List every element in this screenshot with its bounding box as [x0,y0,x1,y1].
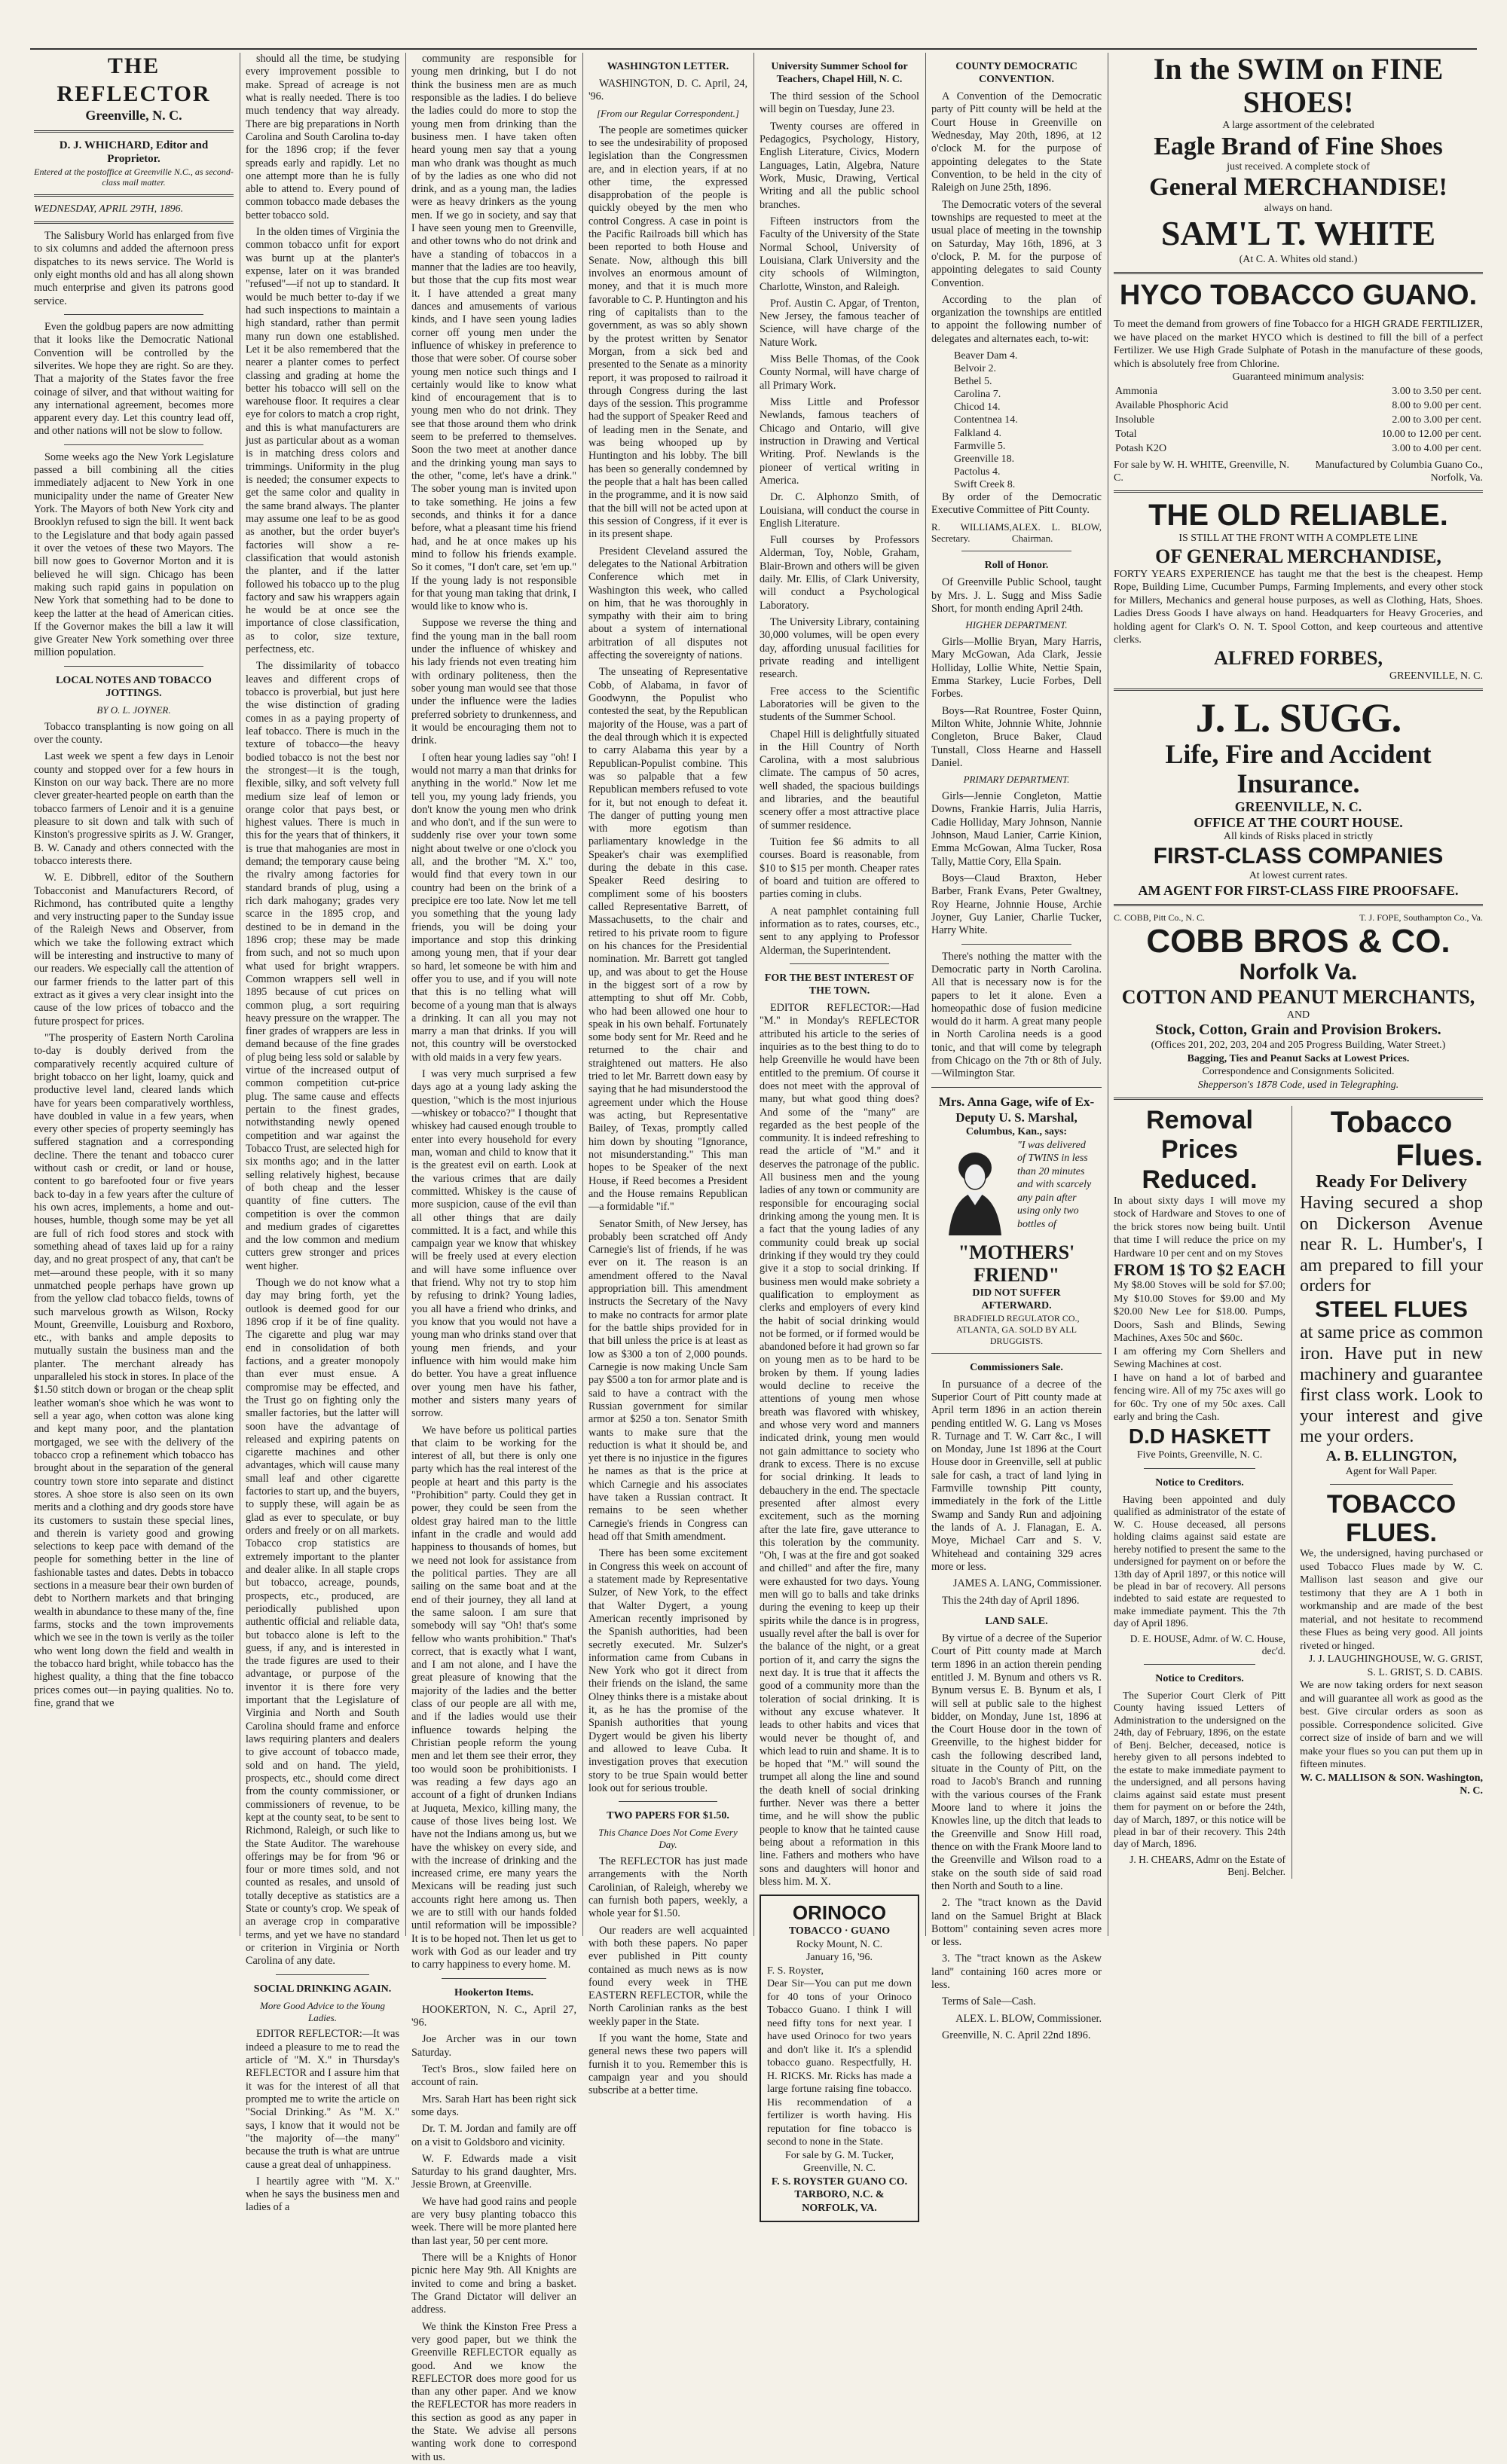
analysis-value: 10.00 to 12.00 per cent. [1381,428,1481,440]
township-item: Carolina 7. [954,389,1001,401]
orinoco-sale: For sale by G. M. Tucker, Greenville, N. C. [784,2149,894,2175]
article-paragraph: President Cleveland assured the delegates to the National Arbitration Conference which met in Washington this week, who called on him, that he was thoroughly in sympathy with their aim to bring about a system of international arbitration of all disputes not affecting the sovereignty of nations. [588,545,747,662]
ad-headline: COBB BROS & CO. [1146,923,1450,960]
township-item: Chicod 14. [954,402,1001,414]
township-item: Farmville 5. [954,440,1006,452]
ad-text: I am offering my Corn Shellers and Sewing Machines at cost. [1114,1345,1286,1371]
article-paragraph: HOOKERTON, N. C., April 27, '96. [411,2003,576,2029]
article-paragraph: Prof. Austin C. Apgar, of Trenton, New Jersey, the famous teacher of Science, will have charge of the Nature Work. [760,297,919,349]
ad-heading: Mrs. Anna Gage, wife of Ex- [938,1094,1095,1109]
ad-text: All kinds of Risks placed in strictly [1223,831,1374,843]
ad-merchant: ALFRED FORBES, [1214,646,1383,669]
article-paragraph: The unseating of Representative Cobb, of Alabama, in favor of Goodwynn, the Populist who contested the seat, by the Republican majority of the House, was a part of the deal through which it is expected to carry Alabama this year by a Republican-Populist combine. This was so palpable that a few Republican members refused to vote for it, but not enough to defeat it. The danger of putting young men with more egotism than parliamentary knowledge in the Speaker's chair was exemplified during the debate in this case. Speaker Reed desiring to compliment some of his boosters called Representative Barrett, of Massachusetts, to the chair and retired to his private room to figure on his chances for the Presidential nomination. Mr. Barrett got tangled up, and was about to get the House in the biggest sort of a row by attempting to shut off Mr. Cobb, who had been allowed one hour to speak in his own behalf. Fortunately some body sent for Mr. Reed and he returned to the chair and straightened out matters. He also tried to let Mr. Barrett down easy by saying that he had misunderstood the agreement under which the House was acting, but Representative Bailey, of Texas, promptly called him down by shouting "Ignorance, not misunderstanding." This man hopes to be Speaker of the next House, if Reed becomes a President and the House remains Republican—a formidable "if." [588,666,747,1214]
cobb-bros-advertisement [1114,912,1483,1092]
article-paragraph: By virtue of a decree of the Superior Court of Pitt county made at March term 1896 in an action therein pending entitled J. M. Bynum and others vs R. Bynum versus E. B. Bynum et als, I will sell at public sale to the highest bidder, on Monday, June 1st, 1896 at the Court House door in the town of Greenville, to the highest bidder for cash the following described land, situate in the County of Pitt, on the road to Jacob's Branch and running with the various courses of the Frank Moore land to where it joins the Knowles line, up the ditch that leads to the Greenville and Snow Hill road, thence on with the Frank Moore land to the Greenville and Wilson road to a stake on the south side of said road then North and South to a line. [931,1632,1102,1892]
orinoco-body: Dear Sir—You can put me down for 40 tons of your Orinoco Tobacco Guano. I think I will need fifty tons for next year. I have used Orinoco for two years and don't like it. It's a splendid tobacco guano. Respectfully, H. H. RICKS. Mr. Ricks has made a large fortune raising fine tobacco. His recommendation of a fertilizer is worth having. His reputation for fine tobacco is second to none in the State. [767,1978,912,2148]
ad-text: At lowest current rates. [1249,870,1348,882]
notice-headline: Notice to Creditors. [1155,1672,1244,1684]
article-paragraph: I was very much surprised a few days ago at a young lady asking the question, "which is the most injurious—whiskey or tobacco?" I thought that whiskey had caused enough trouble to enter into every household for every man, woman and child to know that it is the greatest evil on earth. Look at the various crimes that are daily committed. Whiskey is the cause of more suspicion, cause of the evil than all other things that are daily committed. It is a fact, and while this campaign year we know that whiskey will be freely used at every election and will have some influence over that friend. Why not try to stop him by refusing to drink? Young ladies, you all have a friend who drinks, and you know that you would not have a young man who drinks stand over that young men friends, and your influence with him would make him do better. You have a great influence over young men have his father, mother and sisters many years of sorrow. [411,1068,576,1420]
article-paragraph: Chapel Hill is delightfully situated in the Hill Country of North Carolina, with a most salubrious climate. The campus of 50 acres, well shaded, the spacious buildings and libraries, and the beautiful scenery offer a most attractive place of summer residence. [760,728,919,832]
township-item: Belvoir 2. [954,363,996,375]
ad-text: Bagging, Ties and Peanut Sacks at Lowest Prices. [1187,1052,1410,1064]
ad-headline: FROM 1$ TO $2 EACH [1114,1260,1285,1280]
analysis-label: Insoluble [1115,414,1155,426]
ad-headline: THE OLD RELIABLE. [1148,499,1448,533]
masthead-city: Greenville, N. C. [85,108,182,124]
ad-text: J. J. LAUGHINGHOUSE, W. G. GRIST, S. L. GRIST, S. D. CABIS. [1308,1653,1483,1678]
notice-text: The Superior Court Clerk of Pitt County having issued Letters of Administration to the undersigned on the 24th, day of February, 1896, on the estate of Benj. Belcher, deceased, notice is hereby given to all persons indebted to the estate to make immediate payment to the undersigned, and all persons having claims against said estate must present them for payment on or before the 24th, day of March, 1897, or this notice will be plead in bar of their recovery. This 24th day of March, 1896. [1114,1689,1286,1850]
article-paragraph: We think the Kinston Free Press a very good paper, but we think the Greenville REFLECTOR equally as good. And we know the REFLECTOR does more good for us than any other paper. And we know the REFLECTOR has more readers in this section as good as any paper in the State. We advise all persons wanting work done to correspond with us. [411,2320,576,2463]
ad-text: Correspondence and Consignments Solicited. [1202,1066,1395,1078]
portrait-engraving [937,1145,1013,1235]
ad-headline: HYCO TOBACCO GUANO. [1119,279,1478,312]
ad-text: AND [1286,1009,1310,1021]
article-paragraph: should all the time, be studying every improvement possible to make. Spread of acreage is not what is really needed. There is too much tendency that way already. There are big preparations in North Carolina and South Carolina to-day for the 1896 crop; if the fever spreads early and rapidly. Let no one attempt more than he is fully able to attend to. Every pound of common tobacco made debases the better tobacco sold. [246,53,399,221]
ad-headline: Stock, Cotton, Grain and Provision Brokers. [1155,1021,1441,1039]
ad-text: My $8.00 Stoves will be sold for $7.00; My $10.00 Stoves for $9.00 and My $20.00 New Lee for $18.00. Pumps, Doors, Sash and Blinds, Sewing Machines, Axes 50c and $60c. [1114,1280,1286,1345]
ad-headline: In the SWIM on FINE SHOES! [1153,52,1444,119]
column-6 [931,53,1102,2042]
orinoco-footer: F. S. ROYSTER GUANO CO. TARBORO, N.C. & NORFOLK, VA. [771,2175,908,2214]
article-subhead: More Good Advice to the Young Ladies. [260,1999,385,2023]
ad-headline: General MERCHANDISE! [1149,173,1447,202]
ad-text: For sale by W. H. WHITE, Greenville, N. C. [1114,460,1290,484]
article-paragraph: In pursuance of a decree of the Superior Court of Pitt county made at April term 1896 in an action therein pending entitled W. G. Lang vs Moses R. Turnage and T. W. Carr &c., I will on Monday, June 1st 1896 at the Court House door in Greenville, sell at public sale for cash, a tract of land lying in Farmville township Pitt county, immediately in the fork of the Little Swamp and Sandy Run and adjoining the lands of A. J. Flanagan, E. A. Moye, Michael Carr and S. V. Whitehead and containing 329 acres more or less. [931,1378,1102,1573]
article-byline: BY O. L. JOYNER. [96,704,171,716]
masthead-editor: D. J. WHICHARD, Editor and Proprietor. [59,139,209,166]
hyco-guano-advertisement [1114,280,1483,484]
article-headline: SOCIAL DRINKING AGAIN. [253,1983,392,1995]
article-paragraph: The University Library, containing 30,000 volumes, will be open every day, affording unusual facilities for private reading and intelligent research. [760,616,919,681]
article-paragraph: Full courses by Professors Alderman, Toy, Noble, Graham, Blair-Brown and others will be given daily. Mr. Ellis, of Clark University, will conduct a Psychological Laboratory. [760,534,919,612]
article-paragraph: In the olden times of Virginia the common tobacco unfit for export was burnt up at the planter's expense, later on it was branded "refused"—if not up to standard. It would be much better to-day if we had such inspections to maintain a high standard, rather than permit many run down one established. Let it be also remembered that the nearer a planter comes to perfect classing and grading at home the better his tobacco will sell on the warehouse floor. It requires a clear eye for colors to match a crop right, and this is what manufacturers are just as particular about as a woman is in matching dress colors and trimmings. Uniformity in the plug is needed; the consumer expects to get the same color and quality in the same brand always. The planter may assume one leaf to be as good as another, but the order buyer's factories will show a re-classification that would astonish the planter, and if the latter followed his tobacco up to the plug factory and saw his wrappers again he would be at once see the importance of close classification, as to color, size texture, perfectness, etc. [246,226,399,656]
ad-text: We are now taking orders for next season and will guarantee all work as good as the best. Give circular orders as soon as possible. Correspondence solicited. Give correct size of inside of barn and we will make your flues so you can put them up in fifteen minutes. [1300,1680,1483,1771]
ad-text: GREENVILLE, N. C. [1234,798,1362,814]
analysis-value: 2.00 to 3.00 per cent. [1392,414,1481,426]
column-rule [925,53,926,1936]
ad-text: Shepperson's 1878 Code, used in Telegraphing. [1197,1079,1399,1091]
ad-tagline: DID NOT SUFFER AFTERWARD. [972,1287,1061,1311]
column-5 [760,53,919,2214]
article-paragraph: Miss Belle Thomas, of the Cook County Normal, will have charge of all Primary Work. [760,353,919,392]
township-item: Beaver Dam 4. [954,350,1018,362]
article-headline: WASHINGTON LETTER. [607,61,729,72]
masthead [34,53,234,224]
article-paragraph: Greenville, N. C. April 22nd 1896. [942,2029,1091,2042]
notice-headline: Notice to Creditors. [1155,1476,1244,1488]
masthead-title: THE REFLECTOR [57,53,211,106]
analysis-row [1114,427,1483,441]
ad-headline: Removal [1146,1106,1253,1135]
ad-text: I have on hand a lot of barbed and fencing wire. All of my 75c axes will go for 60c. Try one of my 50c axes. Call early and bring the Cash. [1114,1372,1286,1424]
article-paragraph: According to the plan of organization the townships are entitled to appoint the following number of delegates and alternates each, to-wit: [931,293,1102,345]
signature: JAMES A. LANG, Commissioner. [952,1577,1102,1590]
article-paragraph: Boys—Rat Rountree, Foster Quinn, Milton White, Johnnie White, Johnnie Congleton, Bruce Baker, Claud Tunstall, Closs Hearne and Hassell Daniel. [931,704,1102,769]
ad-text: A large assortment of the celebrated [1222,120,1374,131]
ad-merchant: D.D HASKETT [1128,1424,1271,1448]
article-headline: FOR THE BEST INTEREST OF THE TOWN. [764,972,915,997]
ad-text: at same price as common iron. Have put in new machinery and guarantee first class work. Look to your interest and give me your orders. [1300,1323,1483,1447]
ad-text: Manufactured by Columbia Guano Co., Norfolk, Va. [1315,460,1483,484]
article-paragraph: A Convention of the Democratic party of Pitt county will be held at the Court House in Greenville on Wednesday, May 20th, 1896, at 12 o'clock M. for the purpose of appointing delegates to the State Convention, to be held in the city of Raleigh on June 25th, 1896. [931,90,1102,194]
article-paragraph: By order of the Democratic Executive Committee of Pitt County. [931,490,1102,517]
notice-text: Having been appointed and duly qualified as administrator of the estate of W. C. House deceased, all persons holding claims against said estate are hereby notified to present the same to the undersigned for payment on or before the 13th day of April 1897, or this notice will be plead in bar of recovery. All persons indebted to said estate are requested to make immediate payment. This the 7th day of April 1896. [1114,1493,1286,1629]
article-paragraph: Mrs. Sarah Hart has been right sick some days. [411,2093,576,2118]
mallison-flues-advertisement [1300,1491,1483,1797]
sugg-insurance-advertisement [1114,697,1483,898]
analysis-row [1114,413,1483,427]
article-paragraph: The third session of the School will begin on Tuesday, June 23. [760,90,919,116]
ad-text: (Offices 201, 202, 203, 204 and 205 Progress Building, Water Street.) [1151,1040,1446,1052]
column-2 [246,53,399,2214]
ad-text: GREENVILLE, N. C. [1389,670,1483,682]
article-headline: LOCAL NOTES AND TOBACCO JOTTINGS. [56,674,212,699]
township-item: Swift Creek 8. [954,478,1016,490]
analysis-row [1114,384,1483,398]
article-paragraph: There has been some excitement in Congress this week on account of a statement made by Representative Sulzer, of New York, to the effect that Walter Dygert, a young American recently imprisoned by the Spanish authorities, had been secretly executed. Mr. Sulzer's information came from Cubans in New York who got it direct from their friends on the island, the same Olney thinks there is a mistake about it, as he has the promise of the Spanish authorities that young Dygert would be given his liberty and allowed to leave Cuba. It investigation proves that execution story to be true Spain would better look out for serious trouble. [588,1547,747,1794]
ad-text: OFFICE AT THE COURT HOUSE. [1194,814,1403,830]
ad-text: FORTY YEARS EXPERIENCE has taught me that the best is the cheapest. Hemp Rope, Building Lime, Cucumber Pumps, Farming Implements, and every other stock for Millers, Mechanics and general house purposes, as well as Clothing, Hats, Shoes. Ladies Dress Goods I have always on hand. Headquarters for Heavy Groceries, and holding agent for Clark's O. N. T. Spool Cotton, and keep courteous and attentive clerks. [1114,568,1483,646]
column-rule [582,53,583,1936]
ad-headline: TOBACCO FLUES. [1326,1490,1457,1547]
ad-heading: Deputy U. S. Marshal, [955,1110,1078,1125]
ad-headline: Tobacco [1330,1106,1453,1140]
ad-text: Five Points, Greenville, N. C. [1136,1449,1263,1461]
column-3 [411,53,576,2463]
article-paragraph: Even the goldbug papers are now admitting that it looks like the Democratic National Convention will be controlled by the silverites. We hope they are right. So are they. That a majority of the States favor the free coinage of silver, and that without waiting for any international agreement, becomes more apparent every day. Let this country lead off, and other nations will not be slow to follow. [34,320,234,438]
white-shoes-advertisement [1114,53,1483,266]
ad-headline: J. L. SUGG. [1195,695,1402,740]
ad-text: IS STILL AT THE FRONT WITH A COMPLETE LINE [1178,533,1418,545]
article-subhead: This Chance Does Not Come Every Day. [598,1827,738,1851]
product-name: "MOTHERS' FRIEND" [958,1241,1075,1286]
article-paragraph: 3. The "tract known as the Askew land" containing 160 acres more or less. [931,1953,1102,1992]
analysis-label: Total [1115,428,1137,440]
article-paragraph: If you want the home, State and general news these two papers will furnish it to you. Remember this is campaign year and you should subscribe at a better time. [588,2032,747,2097]
article-paragraph: Tect's Bros., slow failed here on account of rain. [411,2062,576,2089]
township-item: Pactolus 4. [954,466,1001,478]
article-headline: TWO PAPERS FOR $1.50. [607,1810,729,1822]
signature: ALEX. L. BLOW, Commissioner. [955,2012,1102,2025]
article-headline: Hookerton Items. [454,1986,533,1998]
section-label: HIGHER DEPARTMENT. [965,619,1068,631]
township-list [931,350,1102,491]
orinoco-subtitle: TOBACCO · GUANO [788,1925,891,1937]
article-paragraph: Though we do not know what a day may bring forth, yet the outlook is deemed good for our 1896 crop if it be of fine quality. The cigarette and plug war may end in consolidation of both factions, and a greater monopoly than ever must ensue. A compromise may be effected, and the Trust go on fighting only the smaller factories, but the latter will soon have the advantage of released and expiring patents on cigarette machines and other advantages, which will cause many small leaf and other cigarette factories to start up, and the buyers, to supply these, will again be as glad as ever to speculate, or buy orders and freely or on all markets. Tobacco crop statistics are extremely important to the planter and dealer alike. In all staple crops but tobacco, acreage, pounds, prospects, etc., produced, are periodically published upon authentic official and reliable data, but tobacco alone is left to the guess, if any, and is interested in the trade figures are used to their advantage, or purpose of the inventor it is there fore very important that the Legislature of Virginia and North and South Carolina should frame and enforce laws requiring planters and dealers to give account of tobacco made, sold and on hand. The yield, prospects, etc., should come direct from the county commissioner, or commissioners of revenue, to be kept at the county seat, to be sent to Richmond, Raleigh, or such like to the State Auditor. The warehouse offerings may be for from '96 or four or more times sold, and not counted as resales, and unsold of totally deceptive as statistics are a State or county's crop. We speak of an average crop in comparative terms, and yet we have no standard or criterion in Virginia or North Carolina of any date. [246,1277,399,1968]
article-paragraph: There will be a Knights of Honor picnic here May 9th. All Knights are invited to come and bring a basket. The Grand Dictator will deliver an address. [411,2252,576,2316]
ellington-flues-advertisement [1300,1106,1483,1478]
township-item: Contentnea 14. [954,414,1018,426]
township-item: Greenville 18. [954,453,1015,465]
column-4 [588,53,747,2097]
ad-headline: Eagle Brand of Fine Shoes [1154,132,1443,160]
article-headline: COUNTY DEMOCRATIC CONVENTION. [955,61,1078,86]
ad-text: just received. A complete stock of [1227,160,1370,173]
article-dateline: WASHINGTON, D. C. April, 24, '96. [588,78,747,103]
ad-text: Having secured a shop on Dickerson Avenue near R. L. Humber's, I am prepared to fill your orders for [1300,1192,1483,1296]
signature: ALEX. L. BLOW, Chairman. [1011,521,1102,545]
ad-text: AM AGENT FOR FIRST-CLASS FIRE PROOFSAFE. [1138,882,1459,898]
article-paragraph: Girls—Jennie Congleton, Mattie Downs, Frankie Harris, Julia Harris, Cadie Holliday, Mary Johnson, Nannie Johnson, Maud Lanier, Carrie Kinion, Emma McGowan, Alma Tucker, Rosa Tally, Mattie Cory, Ella Spain. [931,790,1102,868]
article-headline: Roll of Honor. [984,560,1049,572]
article-paragraph: Terms of Sale—Cash. [942,1995,1036,2008]
ad-headline: FIRST-CLASS COMPANIES [1153,843,1444,869]
ad-footer: BRADFIELD REGULATOR CO., ATLANTA, GA. SOLD BY ALL DRUGGISTS. [953,1312,1080,1346]
analysis-label: Ammonia [1115,385,1157,397]
orinoco-date: January 16, '96. [805,1952,873,1964]
ad-merchant: A. B. ELLINGTON, [1325,1447,1457,1464]
ad-text: In about sixty days I will move my stock of Hardware and Stoves to one of the brick stores now being built. Until that time I will reduce the price on my Hardware 10 per cent and on my Stoves [1114,1195,1286,1259]
analysis-value: 8.00 to 9.00 per cent. [1392,399,1481,411]
ad-headline: Ready For Delivery [1316,1172,1467,1192]
ad-headline: COTTON AND PEANUT MERCHANTS, [1121,985,1475,1008]
analysis-label: Potash K2O [1115,442,1167,454]
ad-text: To meet the demand from growers of fine Tobacco for a HIGH GRADE FERTILIZER, we have placed on the market HYCO which is destined to fill the bill of a perfect Fertilizer. We use High Grade Sulphate of Potash in the manufacture of these goods, which is absolutely free from Chlorine. [1114,319,1483,370]
article-paragraph: Last week we spent a few days in Lenoir county and stopped over for a few hours in Kinston on our way back. There are no more clever greater-hearted people on earth than the tobacco farmers of Lenoir and it is a genuine pleasure to sit down and talk with such of Kinston's progressive spirits as J. W. Granger, B. W. Canady and others connected with the tobacco interests there. [34,750,234,867]
issue-date: WEDNESDAY, APRIL 29TH, 1896. [34,203,184,215]
article-paragraph: Boys—Claud Braxton, Heber Barber, Frank Evans, Peter Gwaltney, Roy Hearne, Johnnie House, Archie Joyner, Guy Lanier, Charlie Tucker, Harry White. [931,872,1102,937]
article-headline: LAND SALE. [985,1615,1048,1627]
analysis-value: 3.00 to 3.50 per cent. [1392,385,1481,397]
analysis-row [1114,441,1483,456]
ad-headline: STEEL FLUES [1315,1296,1468,1322]
article-paragraph: The Salisbury World has enlarged from five to six columns and added the afternoon press dispatches to its news service. The World is only eight months old and has all along shown much enterprise and given its patrons good service. [34,230,234,307]
ad-headline: Flues. [1395,1139,1483,1173]
analysis-value: 3.00 to 4.00 per cent. [1392,442,1481,454]
mothers-friend-advertisement [931,1087,1102,1354]
article-paragraph: Dr. C. Alphonzo Smith, of Louisiana, will conduct the course in English Literature. [760,491,919,530]
ellington-column [1300,1106,1483,1879]
old-reliable-advertisement [1114,499,1483,682]
signatures [931,521,1102,545]
article-paragraph: community are responsible for young men drinking, but I do not think the business men are as much responsible as the ladies. I do believe the ladies could do more to stop the young men from drinking than the business men. I have taken often heard young men say that a young man who drank was thought as much of by the ladies as one who did not drink, and as a young man, the ladies were as heavy drinkers as the young men. If we go in society, and say that I have seen young men to Greenville, and other towns who do not drink and have a standing of tobaccos in a manner that the ladies are too heavily, but those that the cup fits most wear it. I have attended a great many dances and amusements of various kinds, and I have seen young ladies corner off young men under the influence of whiskey in preference to those that were sober. Of course sober young men notice such things and I certainly would like to know what kind of encouragement that is to young men who do not drink. They see that those around them who drink seem to be preferred to themselves. Soon the two meet at another dance and the drinking young man says to the other, "come, let's have a drink." The sober young man is invited upon to take something. He joins a few seconds, and thinks it for a dance before, what a pleasant time his friend had, and he at once makes up his mind to follow his friends example. So it comes, "I don't care, set 'em up." If the young lady is not responsible for that young man taking that drink, I would like to know who is. [411,53,576,613]
article-paragraph: Girls—Mollie Bryan, Mary Harris, Mary McGowan, Ada Clark, Jessie Holliday, Lollie White, Nettie Spain, Emma Starkey, Lucie Forbes, Dell Forbes. [931,636,1102,701]
article-paragraph: I heartily agree with "M. X." when he says the business men and ladies of a [246,2175,399,2214]
article-paragraph: Dr. T. M. Jordan and family are off on a visit to Goldsboro and vicinity. [411,2123,576,2148]
column-rule [405,53,406,1936]
article-paragraph: EDITOR REFLECTOR:—It was indeed a pleasure to me to read the article of "M. X." in Thursday's REFLECTOR and I assure him that it was for the interest of all that prompted me to write the article on "Social Drinking." As "M. X." says, I know that it would not be "the majority of—the many" because the truth is what are untrue cause a great deal of unhappiness. [246,2028,399,2171]
article-paragraph: The people are sometimes quicker to see the undesirability of proposed legislation than the Congressmen are, and in election years, if at no other time, the expressed disapprobation of the people is quickly obeyed by the men who control Congress. A case in point is the Pacific Railroads bill which has been reported to both House and Senate. Now, although this bill involves an enormous amount of money, and that it is much more favorable to C. P. Huntington and his ring of capitalists than to the government, as was so ably shown by the protest written by Senator Morgan, from a sick bed and presented to the Senate as a minority report, it was proposed to railroad it through Congress during the last days of the session. This programme had the support of Speaker Reed and of leading men in the Senate, and was being whooped up by Huntington and his lobby. The bill has been so generally condemned by the people that a halt has been called in the programme, and it is now said that the bill will not be acted upon at this session of Congress, if it ever is in its present shape. [588,124,747,541]
article-paragraph: The REFLECTOR has just made arrangements with the North Carolinian, of Raleigh, whereby we can furnish both papers, weekly, a whole year for $1.50. [588,1855,747,1920]
township-item: Falkland 4. [954,427,1001,439]
article-paragraph: Senator Smith, of New Jersey, has probably been scratched off Andy Carnegie's list of friends, if he was ever on it. The reason is an amendment offered to the Naval appropriation bill. This amendment instructs the Secretary of the Navy to make no contracts for armor plate for the battle ships provided for in that bill unless the price is at least as low as $300 a ton of 2,000 pounds. Carnegie is now making Uncle Sam pay $500 a ton for armor plate and is said to have a contract with the Russian government for similar armor at $250 a ton. Senator Smith wants to make sure that the reduction is what it should be, and yet there is no injustice in the figures he names as that is the price at which Carnegie and his associates have taken a Russian contract. It remains to be seen whether Carnegie's friends in Congress can head off that Smith amendment. [588,1217,747,1543]
article-paragraph: Free access to the Scientific Laboratories will be given to the students of the Summer School. [760,685,919,724]
article-paragraph: I often hear young ladies say "oh! I would not marry a man that drinks for anything in the world." Now let me tell you, my young lady friends, you don't know the young men who drink and who don't, and if the sun were to suddenly rise over your town some night about twelve or one o'clock you all, and the brother "M. X." too, would find that every town in our country had been on the brink of a precipice ere too late. Now let me tell you something that the young lady friends, you will be doing your importance and stop this drinking among young men, that if your dear so hard, let someone be with him and offer you to use, and if you will note that this is no telling what will become of a young man that is always a drinking. It can all you may not marry a man that drinks. If you will not, this country will be overstocked with old maids in a very few years. [411,751,576,1064]
article-paragraph: We have before us political parties that claim to be working for the interest of all, but there is only one party which has the real interest of the people at heart and this party is the "Prohibition" party. Could they get in power, they could be seen from the oldest gray haired man to the little infant in the cradle and would add happiness to thousands of homes, but we need not look for assistance from the political parties. They are all sailing on the same boat and at the end of their journey, they all land at the same saloon. I am sure that somebody will say "Oh! that's some fellow who wants prohibition." That's correct, that is exactly what I want, and I am not alone, and I have the great pleasure of knowing that the majority of the ladies and the better class of our people are all with me, and if the ladies would use their influence towards helping the Christian people reform the young men and let them see their error, they too would soon be prohibitionists. I was reading a few days ago an account of a fight of drunken Indians at Juqueta, Mexico, killing many, the cause of those lives being lost. We have not the Indians among us, but we have the whiskey on every side, and with the increase of drinking and the increased crime, ere many years the Mexicans will be reading just such accounts right here among us. Then we are to still with our hands folded until reformation will be impossible? It is to be hoped not. Then let us get to work with God as our leader and try to carry happiness to every home. M. [411,1424,576,1971]
notice-signature: D. E. HOUSE, Admr. of W. C. House, dec'd. [1129,1632,1286,1657]
haskett-column [1114,1106,1292,1879]
ad-headline: OF GENERAL MERCHANDISE, [1155,545,1441,567]
article-paragraph: W. E. Dibbrell, editor of the Southern Tobacconist and Manufacturers Record, of Richmond, has contributed quite a lengthy and very instructing paper to the Sunday issue of the Raleigh News and Observer, from which we take the following extract which will be interesting and instructive to many of our readers. We especially call the attention of our farmer friends to the latter part of this extract as it gives a very clear insight into the cause of the low prices of tobacco and the future prospect for prices. [34,872,234,1027]
orinoco-title: ORINOCO [792,1901,887,1925]
article-paragraph: "The prosperity of Eastern North Carolina to-day is doubly derived from the comparatively recently acquired culture of bright tobacco on her light, loamy, quick and productive level land, cleared lands which have for years been comparatively worthless, have doubled in value in a few years, when every other species of property seemingly has suffered stagnation and a corresponding decline. There the tenant and tobacco curer without cash or credit, or land or house, content to go barefooted four or five years back to-day in a few years after the culture of his own acres, implements, a home and out-houses, humble, though some may be yet all are full of rich food stores and stock with something ahead of taxes laid up for a rainy day, and no great prospect of any, that can't be met—around these people, with it so many unmatched people perhaps have grown up from the yellow clad tobacco fields, towns of such marvelous growth as Wilson, Rocky Mount, Greenville, Louisburg and Roxboro, etc., with banks and ample deposits to mutually sustain the business man and the planter. The merchant already has unparalleled his stock in stores. In place of the $1.50 stitch down or brogan or the cheap split leather woman's shoe which he was wont to sell a year ago, when cotton was alone king and kept many poor, and the plantation mortgaged, we see with the delivery of the tobacco crop a refinement which tobacco has brought about in the separation of the general country town store into separate and distinct stores. A shoe store is also seen on its own merits and a clothing and dry goods store have its customers to sustain these special lines, and therein is variety good and growing selections to keep pace with demand of the people for something better in the line of fashionable tastes and dates. Debts in tobacco sections in a measure bear their own burden of debt to Northern markets and that bringing wealth in abundance to these many of the, fine farms, stocks and the town improvements which we see in the town is verily as the toiler who went long down the field and wealth in the tobacco hard bright, while tobacco has the highest quality, a thing that the fine tobacco prices comes out—in paying qualities. No to. fine, grand that we [34,1031,234,1709]
township-item: Bethel 5. [954,376,992,388]
column-1 [34,53,234,1936]
article-paragraph: W. F. Edwards made a visit Saturday to his grand daughter, Mrs. Jessie Brown, at Greenville. [411,2152,576,2191]
article-paragraph: Twenty courses are offered in Pedagogics, Psychology, History, English Literature, Civics, Modern Languages, Latin, Algebra, Nature Work, Music, Drawing, Vertical Writing and all the public school branches. [760,120,919,211]
masthead-entered: Entered at the postoffice at Greenville N.C., as second-class mail matter. [34,166,234,188]
notice-signature: J. H. CHEARS, Admr on the Estate of Benj. Belcher. [1129,1853,1286,1878]
ad-merchant: W. C. MALLISON & SON. Washington, N. C. [1300,1772,1483,1797]
article-paragraph: 2. The "tract known as the David land on the Samuel Bright at Black Bottom" containing seven acres more or less. [931,1897,1102,1949]
article-paragraph: Suppose we reverse the thing and find the young man in the ball room under the influence of whiskey and his lady friends not even treating him with ordinary politeness, then the sober young man would see that those under the influence were the ladies preferred sobriety to drunkenness, and it would be encouraging them not to drink. [411,617,576,747]
ad-heading: Columbus, Kan., says: [965,1126,1068,1138]
ad-headline: Prices Reduced. [1142,1135,1258,1194]
analysis-label: Available Phosphoric Acid [1115,399,1228,411]
top-rule [30,48,1477,50]
article-paragraph: We have had good rains and people are very busy planting tobacco this week. There will be more planted here than last year, 50 per cent more. [411,2195,576,2247]
article-paragraph: The dissimilarity of tobacco leaves and different crops of tobacco is proverbial, but just here the wise distinction of grading comes in as a paying property of leaf tobacco. There is much in the texture of tobacco—the heavy bodied tobacco is not the best nor the strongest—it is the tough, flexible, silky, and soft velvety full medium size leaf of lemon or orange color that pays best, or highest values. There is much in this for the years that of thinkers, it is true that mahoganies are most in demand; the temporary cause being the rivalry among factories for standard brands of plug, using a rich dark mahogany; grades very scarce in the 1895 crop, and destined to be in demand in the 1896 crop; these may be made from such, and not so much upon what used for bright wrappers. Common wrappers sell well in 1895 because of cut prices on common plug, a sort requiring heavy pressure on the wrapper. The finer grades of wrappers are less in demand because of the fine grades of plug being less sold or salable by virtue of the increased output of common competition cut-price plug. The same cause and effects pertain to the finest grades, notwithstanding newly opened competition and war against the Tobacco Trust, are selected high for six months ago; and in the latter selling relatively highest, because of both cheap and the lesser quantity of fine cutters. The competition is over the common and medium grades of cigarettes and the low common and medium cutters grew stronger and prices went higher. [246,660,399,1272]
article-paragraph: Fifteen instructors from the Faculty of the University of the State Normal School, University of Louisiana, Clark University and the city schools of Wilmington, Charlotte, Winston, and Raleigh. [760,215,919,293]
analysis-table [1114,384,1483,456]
ad-text: (At C. A. Whites old stand.) [1239,253,1358,265]
testimonial-text: "I was delivered of TWINS in less than 20 minutes and with scarcely any pain after using only two bottles of [1017,1139,1092,1230]
orinoco-advertisement [760,1895,919,2222]
ad-text: always on hand. [1264,202,1333,214]
haskett-advertisement [1114,1106,1285,1461]
article-paragraph: Our readers are well acquainted with both these papers. No paper ever published in Pitt county contained as much news as is now found every week in THE EASTERN REFLECTOR, while the North Carolinian ranks as the best weekly paper in the State. [588,1924,747,2028]
ad-text: Guaranteed minimum analysis: [1232,371,1365,383]
ad-text: Agent for Wall Paper. [1345,1465,1438,1477]
advertising-columns [1114,53,1483,1936]
article-paragraph: A neat pamphlet containing full information as to rates, courses, etc., sent to any applying to Professor Alderman, the Superintendent. [760,905,919,957]
ad-merchant: SAM'L T. WHITE [1160,214,1436,253]
article-paragraph: EDITOR REFLECTOR:—Had "M." in Monday's REFLECTOR attributed his article to the series of inquiries as to the best thing to do to help Greenville he would have been entitled to the premium. Of course it does not meet with the approval of many, but what good thing does? And some of the "many" are regarded as the best people of the community. It is indeed refreshing to read the article of "M." and it deserves the patronage of the public. All business men and the young ladies of any town or community are responsible for encouraging social drinking among the young men. It is a fact that the young ladies of any community could break up social drinking if they would try they could give it a stop to social drinking. If business men would make sobriety a qualification to employment as clerks and employers of every kind the habit of social drinking would not be formed, or if formed would be abandoned before it had grown so far on young men as to be hard to be broken by them. If young ladies would decline to receive the attentions of young men whose breath was flavored with whiskey, and whose very word and manners indicated drink, young men would not gain admittance to society who drank to excess. There is no excuse for social drinking. It leads to debauchery in the end. The spectacle presented after almost every excitement, such as the morning after the late fire, gave utterance to this toleration by the community. "Oh, I was at the fire and got soaked and chilled" and after the fire, many were exhausted for two days. Young men will go to balls and take drinks during the evening to keep up their spirits while the dance is in progress, usually revel after the ball is over for the balance of the night, or a great portion of it, and carry the signs the next day. It is true that it affects the good of a community more than the toleration of social drinking. It is without any excuse whatever. It leads to other habits and vices that would never be thought of, and which lead to ruin and shame. It is to be hoped that "M." will sound the trumpet all along the line and sound the death knell of social drinking further. Never was there a better time, and he will show the public people to know that he tainted cause being about a reformation in this line. Fathers and mothers who have sons and daughters will honor and bless him. M. X. [760,1002,919,1888]
article-paragraph: There's nothing the matter with the Democratic party in North Carolina. All that is necessary now is for the papers to let it alone. Even a homeopathic dose of fusion medicine would do it harm. A great many people in North Carolina needs is a good tonic, and that will come by telegraph from Chicago on the 7th or 8th of July.—Wilmington Star. [931,950,1102,1080]
article-paragraph: Of Greenville Public School, taught by Mrs. J. L. Sugg and Miss Sadie Short, for month ending April 24th. [931,576,1102,615]
article-paragraph: Tuition fee $6 admits to all courses. Board is reasonable, from $10 to $15 per month. Cheaper rates of board and tuition are offered to parties coming in clubs. [760,836,919,901]
ad-text: Norfolk Va. [1239,960,1358,985]
article-source: [From our Regular Correspondent.] [597,107,739,119]
article-paragraph: Tobacco transplanting is now going on all over the county. [34,720,234,747]
article-headline: University Summer School for Teachers, Chapel Hill, N. C. [771,61,908,86]
ad-text: T. J. FOPE, Southampton Co., Va. [1359,912,1483,924]
orinoco-place: Rocky Mount, N. C. [796,1938,883,1950]
ad-text: We, the undersigned, having purchased or used Tobacco Flues made by W. C. Mallison last season and give our testimony that they are A 1 both in workmanship and are made of the best material, and not hesitate to recommend these Flues as being very good. All joints riveted or hinged. [1300,1548,1483,1652]
ad-headline: Life, Fire and Accident Insurance. [1165,738,1432,799]
article-headline: Commissioners Sale. [970,1361,1063,1373]
article-paragraph: Some weeks ago the New York Legislature passed a bill combining all the cities immediately adjacent to New York in one municipality under the name of Greater New York. The Mayors of both New York city and Brooklyn refused to sign the bill. It went back to the Legislature and that body again passed it over the vetoes of these two Mayors. The bill now goes to Governor Morton and it is believed he will sign. Chicago has been making such rapid gains in population on New York that something had to be done to keep the latter at the head of American cities. If the Governor makes the bill a law it will give Greater New York something over three million population. [34,450,234,659]
orinoco-to: F. S. Royster, [767,1965,824,1977]
article-paragraph: Miss Little and Professor Newlands, famous teachers of Chicago and Ontario, will give instruction in Drawing and Vertical Writing. Prof. Newlands is the pioneer of vertical writing in America. [760,396,919,487]
signature: R. WILLIAMS, Secretary. [931,521,1012,545]
article-paragraph: This the 24th day of April 1896. [942,1594,1080,1607]
section-label: PRIMARY DEPARTMENT. [963,774,1070,786]
article-paragraph: Joe Archer was in our town Saturday. [411,2033,576,2059]
analysis-row [1114,398,1483,413]
ad-text: C. COBB, Pitt Co., N. C. [1114,912,1206,924]
article-paragraph: The Democratic voters of the several townships are requested to meet at the usual place of meeting in the township on Saturday, May 16th, 1896, at 3 o'clock, P. M. for the purpose of appointing delegates to said County Convention. [931,198,1102,289]
